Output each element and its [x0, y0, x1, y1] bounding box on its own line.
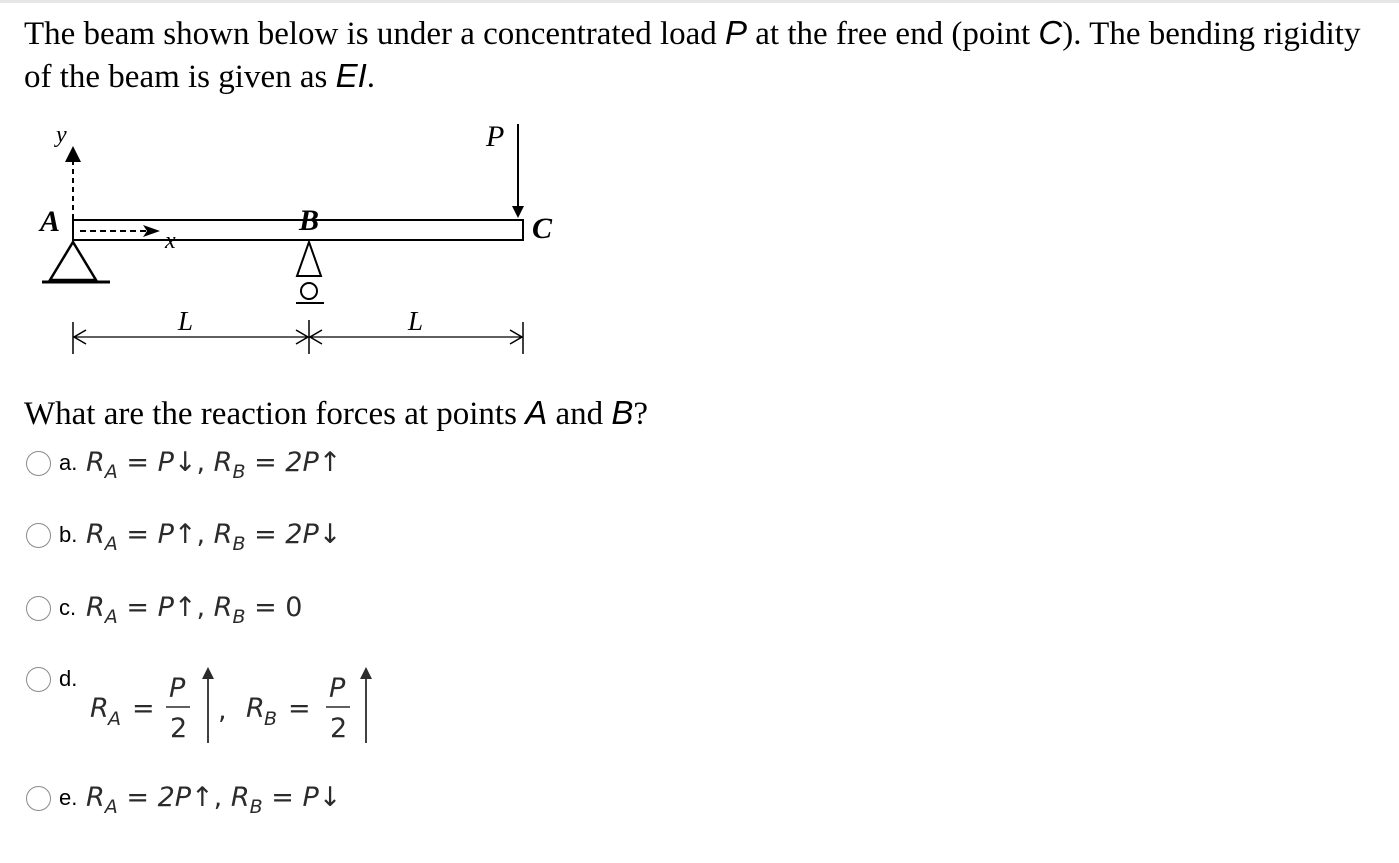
fraction-b-denominator: 2 [330, 713, 348, 744]
pin-support-a [50, 242, 96, 280]
fraction-a-denominator: 2 [170, 713, 188, 744]
top-divider [0, 0, 1399, 3]
arrow-up-icon-head [360, 667, 372, 679]
rigidity-symbol: EI [335, 57, 367, 94]
point-a-label: A [40, 205, 61, 238]
option-letter: e. [59, 785, 78, 810]
point-a-ref: A [525, 394, 548, 431]
load-symbol: P [725, 14, 748, 51]
option-a-radio[interactable] [26, 451, 51, 476]
question-part: ? [633, 396, 649, 432]
option-letter: b. [59, 522, 78, 547]
comma: , [218, 695, 227, 726]
reaction-b-subscript: B [264, 708, 278, 730]
fraction-b-numerator: P [329, 673, 346, 704]
option-letter: d. [59, 666, 78, 691]
option-c-radio[interactable] [26, 596, 51, 621]
intro-text: ). The bending rigidity of the beam is given as [24, 16, 1361, 95]
option-letter: a. [59, 450, 78, 475]
option-b-answer: $R_A$ = P↑, $R_B$ = 2P↓ [86, 519, 342, 555]
question-text [24, 392, 648, 435]
reaction-a-symbol: R [90, 693, 109, 724]
point-c-label: C [532, 212, 553, 245]
point-b-ref: B [611, 394, 634, 431]
option-letter: c. [59, 595, 77, 620]
y-axis-arrowhead [65, 146, 81, 162]
problem-statement [24, 12, 1384, 98]
y-axis-label: y [56, 122, 67, 148]
equals-sign: = [288, 693, 311, 724]
option-a-answer: $R_A$ = P↓, $R_B$ = 2P↑ [86, 447, 342, 483]
beam-diagram [0, 110, 620, 360]
fraction-a-numerator: P [169, 673, 186, 704]
question-part: What are the reaction forces at points [24, 396, 526, 432]
option-b-radio[interactable] [26, 523, 51, 548]
roller-wheel-b [301, 283, 317, 299]
reaction-a-subscript: A [108, 708, 121, 730]
option-d-radio[interactable] [26, 667, 51, 692]
option-c-answer: $R_A$ = P↑, $R_B = 0$ [86, 592, 303, 628]
option-e-answer: $R_A$ = 2P↑, $R_B$ = P↓ [86, 782, 342, 818]
question-part: and [547, 396, 612, 432]
intro-text: The beam shown below is under a concentrated load [24, 16, 726, 52]
x-axis-label: x [165, 228, 176, 254]
arrow-up-icon-head [202, 667, 214, 679]
intro-text: at the free end (point [747, 16, 1039, 52]
option-e-radio[interactable] [26, 786, 51, 811]
load-arrowhead [512, 206, 524, 218]
equals-sign: = [132, 693, 155, 724]
point-b-label: B [299, 204, 320, 237]
load-p-label: P [486, 120, 505, 153]
roller-support-b [297, 242, 321, 276]
reaction-b-symbol: R [246, 693, 265, 724]
intro-text: . [366, 59, 376, 95]
point-symbol: C [1038, 14, 1063, 51]
span-ab-label: L [178, 306, 194, 336]
span-bc-label: L [408, 306, 424, 336]
option-d-answer [86, 661, 416, 751]
